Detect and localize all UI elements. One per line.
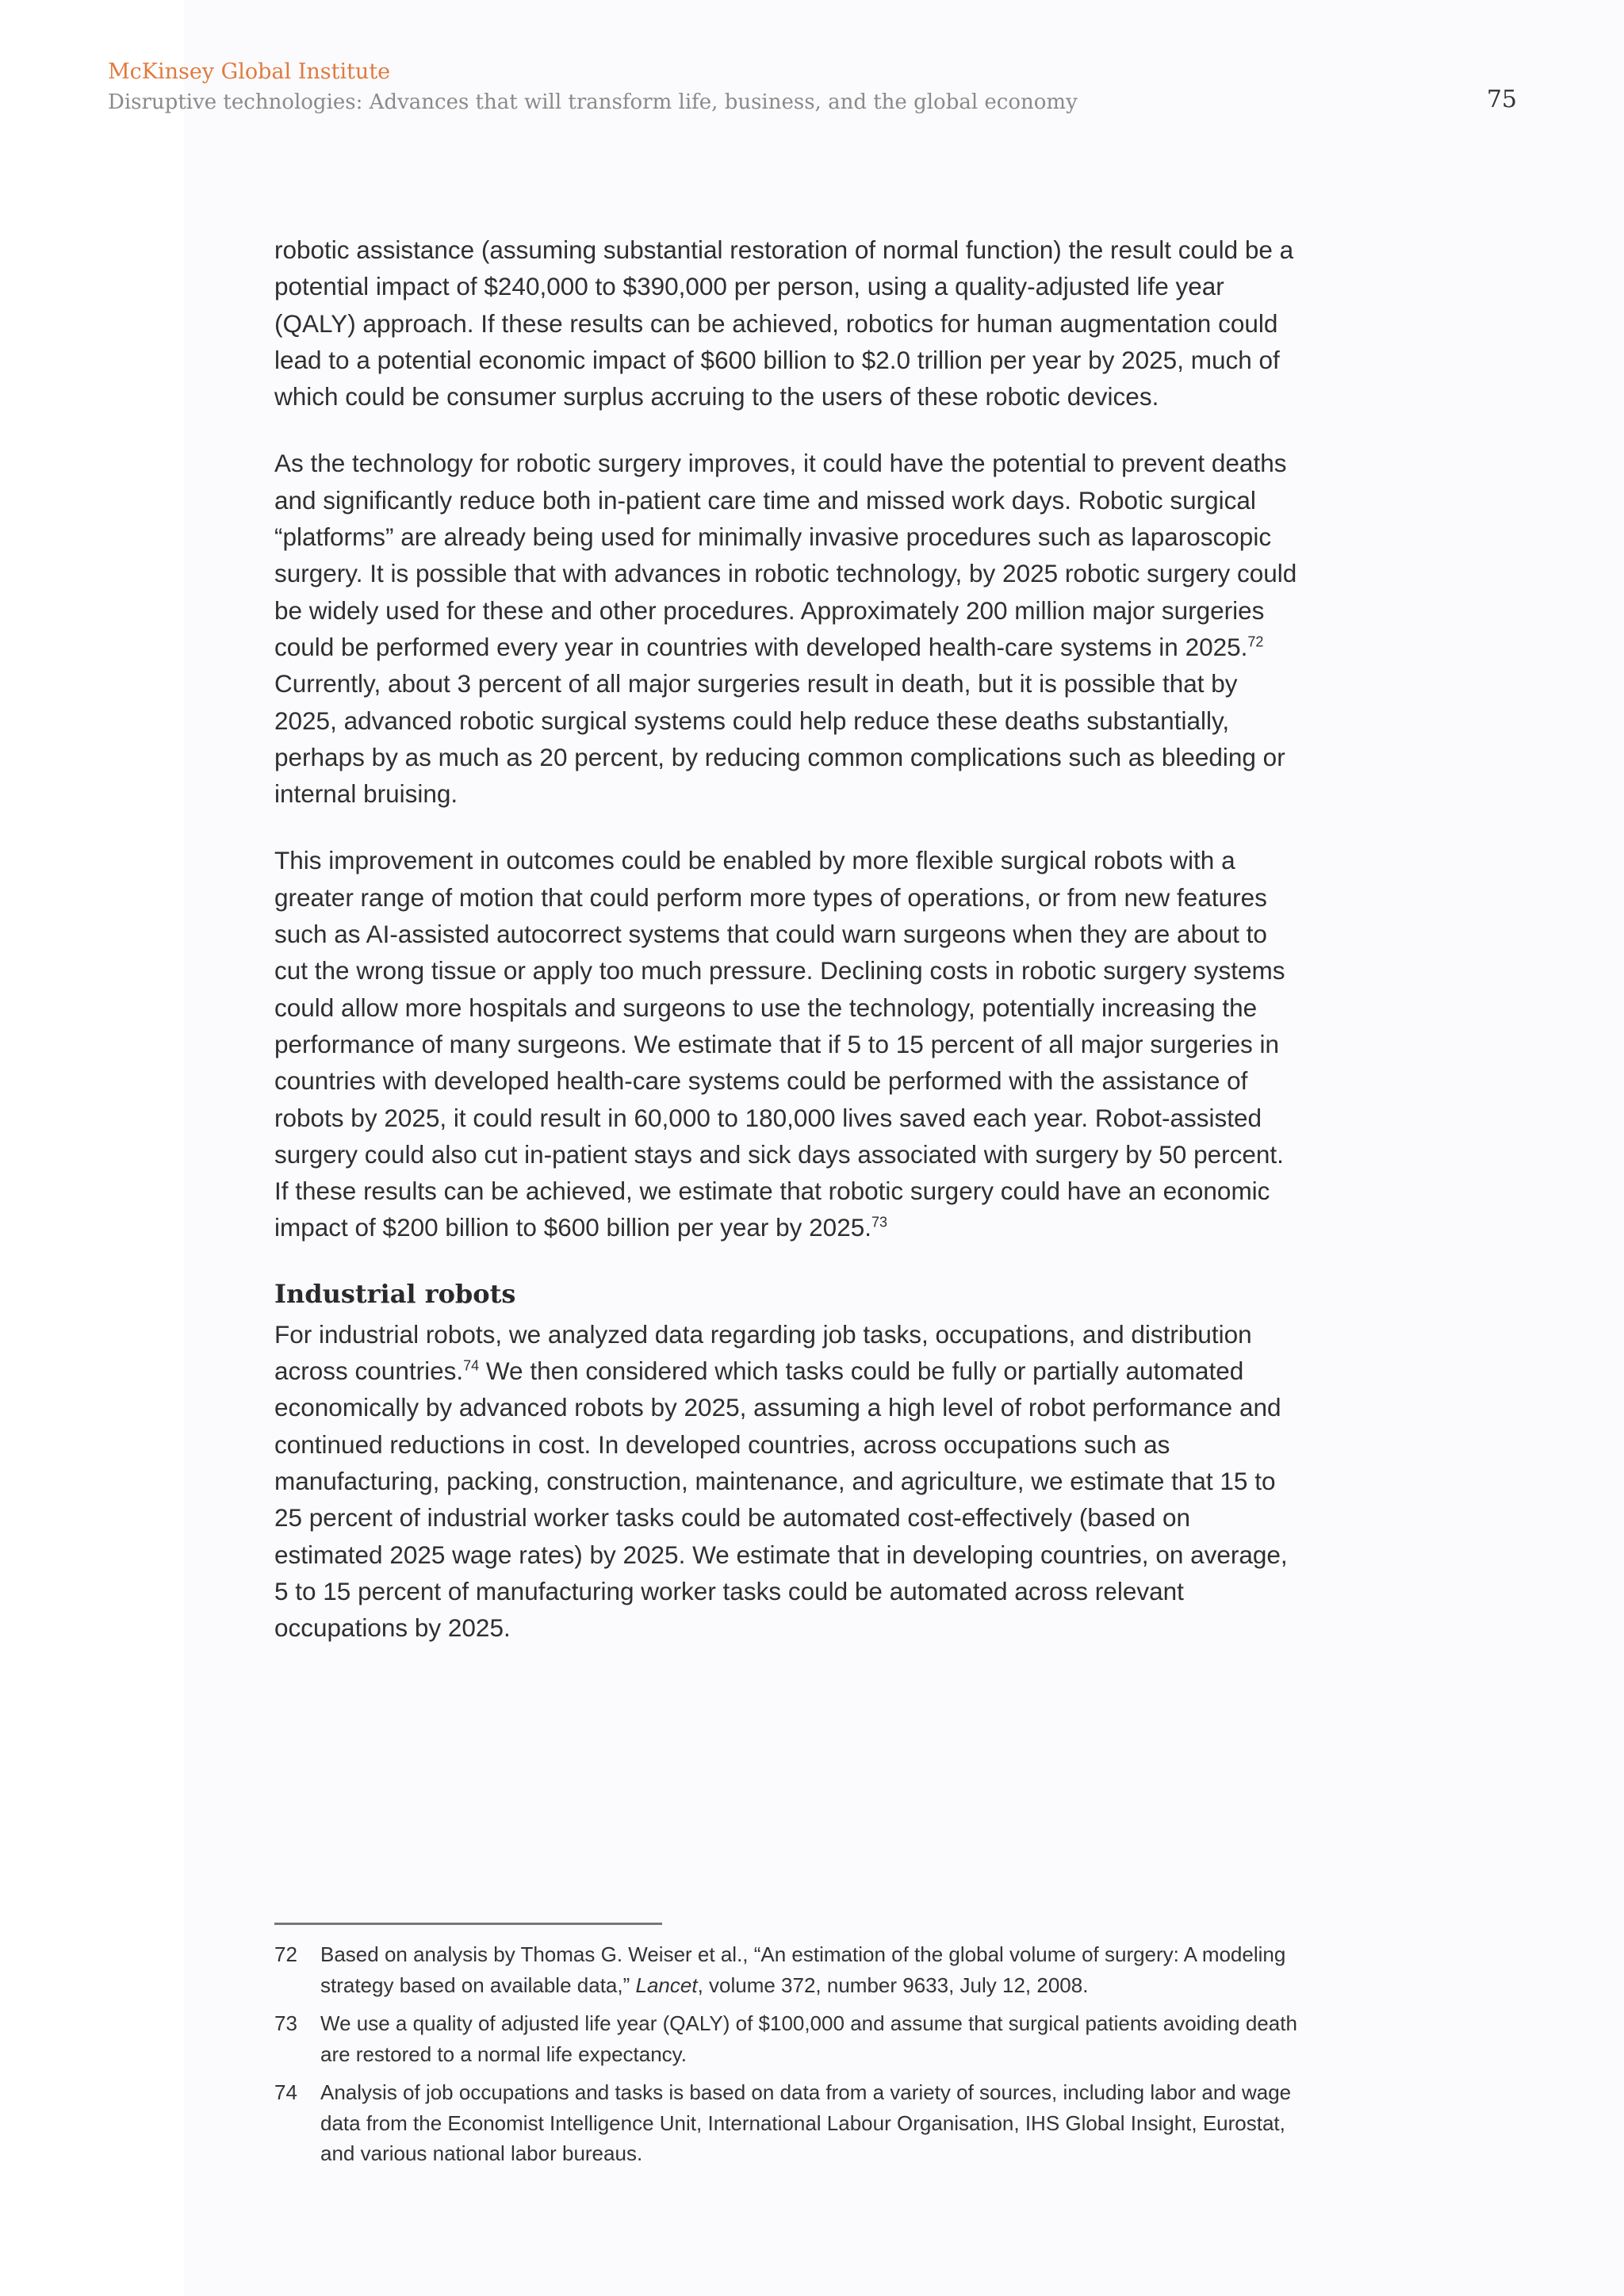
footnote-text-part: Based on analysis by Thomas G. Weiser et al., “An estimation of the global volume of surgery: A modeling strategy based on available data,” — [320, 1942, 1286, 1997]
section-heading: Industrial robots — [274, 1278, 516, 1309]
paragraph-4-text-cont: We then considered which tasks could be fully or partially automated economically by advanced robots by 2025, assuming a high level of robot performance and continued reductions in cost. In developed countries, across occupations such as manufacturing, packing, construction, maintenance, and agriculture, we estimate that 15 to 25 percent of industrial worker tasks could be automated cost-effectively (based on estimated 2025 wage rates) by 2025. We estimate that in developing countries, on average, 5 to 15 percent of manufacturing worker tasks could be automated across relevant occupations by 2025. — [274, 1357, 1288, 1643]
footnote-ref-74[interactable]: 74 — [463, 1357, 480, 1374]
paragraph-4 — [274, 1316, 1297, 1647]
paragraph-2-text-cont: Currently, about 3 percent of all major surgeries result in death, but it is possible that by 2025, advanced robotic surgical systems could help reduce these deaths substantially, perhaps by as much as 20 percent, by reducing common complications such as bleeding or internal bruising. — [274, 669, 1285, 809]
footnote-number: 74 — [274, 2080, 297, 2104]
footnote-74 — [274, 2077, 1297, 2169]
footnote-ref-72[interactable]: 72 — [1247, 633, 1264, 650]
paragraph-2-text: As the technology for robotic surgery improves, it could have the potential to prevent deaths and significantly reduce both in-patient care time and missed work days. Robotic surgical “platforms” are already being used for minimally invasive procedures such as laparoscopic surgery. It is possible that with advances in robotic technology, by 2025 robotic surgery could be widely used for these and other procedures. Approximately 200 million major surgeries could be performed every year in countries with developed health-care systems in 2025. — [274, 449, 1297, 661]
footnote-73 — [274, 2008, 1297, 2069]
footnote-number: 72 — [274, 1942, 297, 1966]
journal-name: Lancet — [635, 1973, 698, 1997]
main-content — [274, 232, 1297, 1676]
paragraph-1-text: robotic assistance (assuming substantial restoration of normal function) the result could be a potential impact of $240,000 to $390,000 per person, using a quality-adjusted life year (QALY) approach. If these results can be achieved, robotics for human augmentation could lead to a potential economic impact of $600 billion to $2.0 trillion per year by 2025, much of which could be consumer surplus accruing to the users of these robotic devices. — [274, 235, 1294, 411]
footnote-divider — [274, 1923, 662, 1925]
publisher-name: McKinsey Global Institute — [108, 59, 391, 84]
footnote-text-part: , volume 372, number 9633, July 12, 2008. — [697, 1973, 1089, 1997]
paragraph-4-text: For industrial robots, we analyzed data regarding job tasks, occupations, and distribution across countries. — [274, 1319, 1252, 1386]
running-header — [108, 57, 1519, 117]
footnotes — [274, 1939, 1297, 2177]
paragraph-2 — [274, 445, 1297, 812]
paragraph-3 — [274, 842, 1297, 1246]
paragraph-3-text: This improvement in outcomes could be enabled by more flexible surgical robots with a greater range of motion that could perform more types of operations, or from new features such as AI-assisted autocorrect systems that could warn surgeons when they are about to cut the wrong tissue or apply too much pressure. Declining costs in robotic surgery systems could allow more hospitals and surgeons to use the technology, potentially increasing the performance of many surgeons. We estimate that if 5 to 15 percent of all major surgeries in countries with developed health-care systems could be performed with the assistance of robots by 2025, it could result in 60,000 to 180,000 lives saved each year. Robot-assisted surgery could also cut in-patient stays and sick days associated with surgery by 50 percent. If these results can be achieved, we estimate that robotic surgery could have an economic impact of $200 billion to $600 billion per year by 2025. — [274, 846, 1285, 1242]
page-number: 75 — [1486, 86, 1517, 113]
footnote-text: We use a quality of adjusted life year (QALY) of $100,000 and assume that surgical patients avoiding death are restored to a normal life expectancy. — [320, 2011, 1297, 2066]
footnote-text: Analysis of job occupations and tasks is based on data from a variety of sources, including labor and wage data from the Economist Intelligence Unit, International Labour Organisation, IHS Global Insight, Eurostat, and various national labor bureaus. — [320, 2080, 1292, 2165]
footnote-text — [320, 1939, 1297, 2000]
paragraph-1 — [274, 232, 1297, 415]
footnote-ref-73[interactable]: 73 — [871, 1214, 888, 1230]
footnote-number: 73 — [274, 2011, 297, 2035]
report-title: Disruptive technologies: Advances that will transform life, business, and the global economy — [108, 90, 1078, 114]
footnote-72 — [274, 1939, 1297, 2000]
